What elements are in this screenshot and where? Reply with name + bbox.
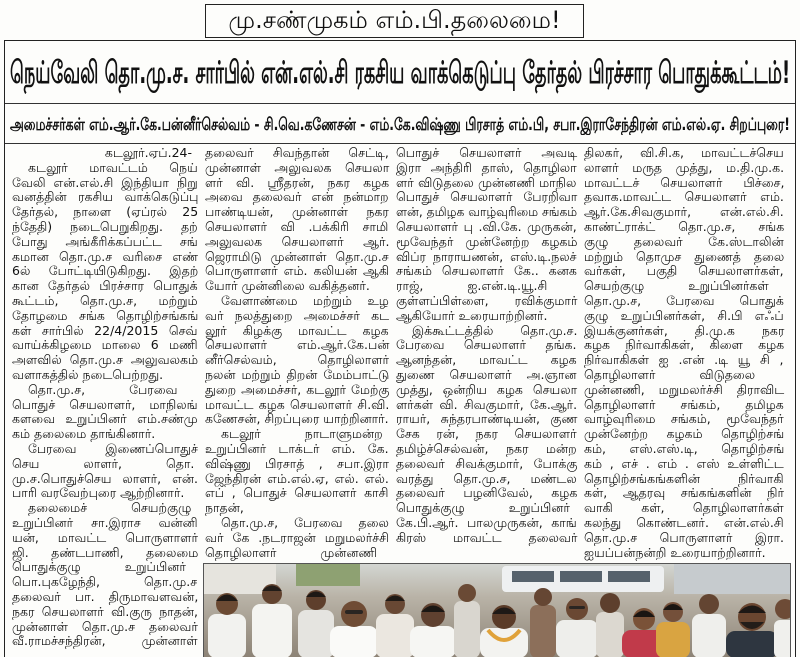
article-line — [396, 368, 577, 383]
article-line — [396, 176, 577, 191]
article-line-text: வரத்து தொ.மு.ச, மண்டல — [396, 470, 577, 486]
article-line-text: ஜி. தண்டபாணி, தலைமை — [12, 544, 199, 560]
article-line-text: களவை உறுப்பினர் எம்.சண்மு — [12, 411, 198, 427]
article-line — [12, 220, 198, 235]
article-line — [396, 190, 577, 205]
article-line-text: மாவட்டச் செயலாளர் பிச்சை, — [584, 174, 785, 190]
article-line — [584, 235, 784, 250]
article-line-text: மு.ச.பொதுச்செய லாளர், என். — [12, 470, 198, 486]
article-line — [12, 620, 198, 635]
article-line — [584, 220, 784, 235]
article-line — [396, 516, 577, 531]
article-line-text: மாவட்ட கழக செயலாளர் சி.வி. — [205, 396, 390, 412]
article-line-text: நகர செயலாளர் வி.குரு நாதன், — [12, 603, 198, 619]
article-line — [584, 546, 784, 561]
article-line — [584, 205, 784, 220]
article-line — [205, 176, 389, 191]
article-column-2 — [205, 146, 389, 561]
article-line — [396, 442, 577, 457]
article-line-text: வேளாண்மை மற்றும் உழ — [221, 292, 389, 308]
article-line — [12, 309, 198, 324]
article-line — [205, 190, 389, 205]
article-line — [584, 368, 784, 383]
article-line-text: கடலூர் நாடாளுமன்ற — [221, 426, 383, 442]
article-line — [205, 205, 389, 220]
article-line-text: ராஜ், ஐ.என்.டி.யூ.சி — [396, 278, 548, 294]
article-line-text: ளன், தமிழக வாழ்வுரிமை சங்கம் — [396, 204, 578, 220]
article-line-text: முன்னேற்ற கழகம் தொழிற்சங் — [584, 426, 785, 442]
article-line — [396, 324, 577, 339]
article-line-text: ஜேந்திரன் எம்.எல்.ஏ, எல். எல். — [205, 470, 389, 486]
article-line — [584, 486, 784, 501]
article-line — [12, 235, 198, 250]
article-line — [12, 294, 198, 309]
article-line-text: ஆனந்தன், மாவட்ட கழக — [396, 352, 577, 368]
kicker-box — [205, 4, 584, 38]
article-line-text: ளர்கள் வி. சிவகுமார், கே.ஆர். — [396, 396, 578, 412]
article-line-text: அளவில் தொ.மு.ச அலுவலகம் — [12, 352, 199, 368]
article-line — [205, 442, 389, 457]
article-line — [396, 353, 577, 368]
article-line-text: தமிழ்ச்செல்வன், நகர மன்ற — [396, 440, 577, 456]
article-line — [12, 472, 198, 487]
article-line-text: துணை செயலாளர் அ.ஞான — [396, 366, 577, 382]
article-line — [584, 264, 784, 279]
article-line — [205, 146, 389, 161]
article-line-text: கள், ஆதரவு சங்கங்களின் நிர் — [584, 485, 784, 501]
article-line-text: ஆர்.கே.சிவகுமார், என்.எல்.சி. — [584, 204, 784, 220]
article-line — [12, 457, 198, 472]
article-line-text: வீ.ராமச்சந்திரன், முன்னாள் — [12, 633, 198, 649]
article-line — [584, 146, 784, 161]
article-line — [584, 457, 784, 472]
article-line — [396, 412, 577, 427]
article-line-text: பொருளாளர் எம். கலியன் ஆகி — [205, 263, 390, 279]
article-line-text: கம், எஸ்.எஸ்.டி, தொழிற்சங் — [584, 440, 785, 456]
article-line-text: கான தேர்தல் பிரச்சார பொதுக் — [12, 278, 198, 294]
article-line-text: உறுப்பினர் டாக்டர் எம். கே. — [205, 440, 389, 456]
article-line — [396, 205, 577, 220]
article-line-text: லூர் கிழக்கு மாவட்ட கழக — [205, 322, 389, 338]
article-line — [12, 605, 198, 620]
article-line-text: குள்ளப்பிள்ளை, ரவிக்குமார் — [396, 292, 578, 308]
article-line — [396, 264, 577, 279]
article-line — [584, 516, 784, 531]
article-line-text: தொழிலாளர் முன்னணி — [205, 544, 378, 560]
article-line-text: பொதுக்குழு உறுப்பினர் — [12, 559, 186, 575]
event-photo-image — [204, 564, 791, 657]
article-column-4 — [584, 146, 784, 561]
article-line-text: 6ல் போட்டியிடுகிறது. இதற் — [12, 263, 199, 279]
article-line-text: தொழிற்சங்கங்களின் நிர்வாகி — [584, 470, 784, 486]
article-line-text: ளர் வி. ஸ்ரீதரன், நகர கழக — [205, 174, 390, 190]
article-line — [12, 546, 198, 561]
article-line — [205, 427, 389, 442]
article-line-text: ஜெராமிடு முன்னாள் தொ.மு.ச — [205, 248, 389, 264]
article-line — [584, 309, 784, 324]
article-line-text: குழு தலைவர் கே.ஸ்டாலின் — [584, 233, 784, 249]
article-line — [205, 250, 389, 265]
article-line — [12, 353, 198, 368]
article-line — [12, 324, 198, 339]
article-line — [584, 250, 784, 265]
article-line-text: கமான தொ.மு.ச வரிசை எண் — [12, 248, 199, 264]
article-line-text: தொ.மு.ச, பேரவை — [28, 381, 178, 397]
dateline — [12, 146, 198, 161]
article-line — [205, 531, 389, 546]
article-line — [12, 575, 198, 590]
article-line — [12, 161, 198, 176]
article-line-text: இரா அந்திரி தாஸ், தொழிலா — [396, 159, 577, 175]
article-line-text: கிரஸ் மாவட்ட தலைவர் — [396, 529, 578, 545]
article-line-text: நாதன், — [205, 500, 244, 516]
article-line-text: தலைவர் சிவந்தான் செட்டி, — [205, 145, 389, 160]
article-line-text: பொதுச் செயலாளர் பேரறிவா — [396, 189, 578, 205]
article-line-text: தலைமைச் செயற்குழு — [28, 500, 192, 516]
article-line-text: ராயர், சுந்தரபாண்டியன், குண — [396, 411, 578, 427]
article-line — [12, 338, 198, 353]
article-line-text: தலைவர் பா. திருமாவளவன், — [12, 588, 199, 604]
article-line — [396, 457, 577, 472]
article-line-text: தொ.மு.ச, பேரவை பொதுக் — [584, 292, 784, 308]
article-line — [205, 368, 389, 383]
article-line — [205, 264, 389, 279]
article-line — [396, 531, 577, 546]
article-line — [584, 161, 784, 176]
article-line-text: வாகி கள், தொழிலாளர்கள் — [584, 500, 784, 516]
article-line-text: வேலி என்.எல்.சி இந்தியா நிறு — [12, 174, 198, 190]
article-line — [12, 368, 198, 383]
article-line-text: பொதுச் செயலாளர் அவடி — [396, 145, 578, 160]
article-line-text: மற்றும் தொமுச துணைத் தலை — [584, 248, 785, 264]
article-line-text: கம் , எச் . எம் . எஸ் உள்ளிட்ட — [584, 455, 784, 471]
article-line — [205, 324, 389, 339]
article-line-text: தொழிலாளர் விடுதலை — [584, 366, 756, 382]
article-line-text: தொழிலாளர் சங்கம், தமிழக — [584, 396, 784, 412]
article-line-text: யன், மாவட்ட பொருளாளர் — [12, 529, 198, 545]
article-line — [396, 338, 577, 353]
article-line-text: போது அங்கீரிக்கப்பட்ட சங் — [12, 233, 198, 249]
article-line-text: பாண்டியன், முன்னாள் நகர — [205, 204, 389, 220]
person-figure — [596, 593, 624, 657]
article-line — [12, 560, 198, 575]
article-line — [12, 250, 198, 265]
article-line — [12, 205, 198, 220]
article-line — [396, 309, 577, 324]
subheadline-text: அமைச்சர்கள் எம்.ஆர்.கே.பன்னீர்செல்வம் - சி.வெ.கணேசன் - எம்.கே.விஷ்ணு பிரசாத் எம்.பி, சபா.இராசேந்திரன் எம்.எல்.ஏ. சிறப்புரை! — [10, 115, 790, 135]
article-line — [205, 161, 389, 176]
article-line — [205, 398, 389, 413]
article-line-text: பொதுச் செயலாளர், மாநிலங் — [12, 396, 198, 412]
article-line — [205, 353, 389, 368]
article-line — [584, 176, 784, 191]
article-line-text: திலகர், வி.சி.க, மாவட்டச்செய — [584, 145, 784, 160]
article-line — [584, 531, 784, 546]
article-line-text: ஆகியோர் உரையாற்றினர். — [396, 307, 548, 323]
article-line — [584, 501, 784, 516]
article-line — [205, 279, 389, 294]
article-line — [396, 294, 577, 309]
article-line-text: பொ.புகழேந்தி, தொ.மு.ச — [12, 574, 198, 590]
kicker-text: மு.சண்முகம் எம்.பி.தலைமை! — [228, 6, 561, 34]
article-line-text: செயலாளர் எம்.ஆர்.கே.பன் — [205, 337, 390, 353]
article-line — [205, 412, 389, 427]
article-line-text: தேர்தல், நாளை (ஏப்ரல் 25 — [12, 204, 199, 220]
article-line — [396, 427, 577, 442]
article-line-text: துறை அமைச்சர், கடலூர் மேற்கு — [205, 381, 390, 397]
article-line — [205, 338, 389, 353]
article-line — [205, 294, 389, 309]
article-line — [205, 383, 389, 398]
article-line-text: கழக நிர்வாகிகள், கிளை கழக — [584, 337, 785, 353]
article-line-text: கம் தலைமை தாங்கினார். — [12, 426, 156, 442]
article-line — [12, 190, 198, 205]
article-line — [12, 501, 198, 516]
article-line-text: பேரவை இணைப்பொதுச் — [28, 440, 198, 456]
article-line — [396, 279, 577, 294]
article-line — [205, 516, 389, 531]
article-line — [584, 383, 784, 398]
subheadline — [10, 109, 790, 141]
article-line-text: கலந்து கொண்டனர். என்.எல்.சி — [584, 514, 784, 530]
article-line-text: தோழமை சங்க தொழிற்சங்கங் — [12, 307, 199, 323]
article-line-text: ளர் விடுதலை முன்னணி மாநில — [396, 174, 577, 190]
article-line-text: வாழ்வுரிமை சங்கம், மூவேந்தர் — [584, 411, 784, 427]
article-line — [396, 146, 577, 161]
article-line — [584, 472, 784, 487]
article-line-text: சேக ரன், நகர செயலாளர் — [396, 426, 577, 442]
article-line-text: கள் சார்பில் 22/4/2015 செவ் — [12, 322, 198, 338]
article-line-text: விஷ்ணு பிரசாத் , சபா.இரா — [205, 455, 389, 471]
article-line-text: அலுவலக செயலாளர் ஆர். — [205, 233, 390, 249]
article-line — [396, 220, 577, 235]
article-column-1 — [12, 146, 198, 656]
article-line — [584, 324, 784, 339]
article-line — [205, 546, 389, 561]
article-line — [205, 235, 389, 250]
article-line — [584, 279, 784, 294]
article-line — [396, 161, 577, 176]
article-line — [396, 398, 577, 413]
article-line — [12, 531, 198, 546]
article-line-text: கே.பி.ஆர். பாலமுருகன், காங் — [396, 514, 577, 530]
article-line-text: யோர் முன்னிலை வகித்தனர். — [205, 278, 370, 294]
article-line-text: இக்கூட்டத்தில் தொ.மு.ச. — [412, 322, 578, 338]
article-line-text: வர் நலத்துறை அமைச்சர் கட — [205, 307, 390, 323]
article-line-text: செய லாளர், தொ. — [12, 455, 195, 471]
article-line — [205, 472, 389, 487]
article-line-text: தவாக.மாவட்ட செயலாளர் எம். — [584, 189, 784, 205]
article-line — [584, 294, 784, 309]
article-line-text: கூட்டம், தொ.மு.ச, மற்றும் — [12, 292, 198, 308]
event-photo — [203, 563, 791, 657]
article-line — [12, 398, 198, 413]
article-line — [12, 383, 198, 398]
article-line-text: முத்து, ஒன்றிய கழக செயலா — [396, 381, 578, 397]
article-line-text: தலைவர் சிவக்குமார், போக்கு — [396, 455, 578, 471]
article-line — [584, 353, 784, 368]
article-line — [584, 442, 784, 457]
article-line — [584, 190, 784, 205]
article-column-3 — [396, 146, 577, 561]
article-line-text: தொ.மு.ச பொருளாளர் இரா. — [584, 529, 784, 545]
article-line — [12, 176, 198, 191]
article-line-text: செயலாளர் பு .வி.கே. முருகன், — [396, 218, 577, 234]
article-line-text: இயக்குனர்கள், தி.மு.க நகர — [584, 322, 785, 338]
headline — [10, 46, 790, 100]
article-line — [12, 590, 198, 605]
article-line — [12, 516, 198, 531]
article-line — [396, 486, 577, 501]
article-line — [584, 412, 784, 427]
article-line-text: தலைவர் பழனிவேல், கழக — [396, 485, 578, 501]
article-line-text: கடலூர் மாவட்டம் நெய் — [28, 159, 198, 175]
person-figure — [774, 599, 791, 657]
article-line-text: கணேசன், சிறப்புரை யாற்றினார். — [205, 411, 389, 427]
article-line-text: ந்தேதி) நடைபெறுகிறது. தற் — [12, 218, 198, 234]
article-line-text: சங்கம் செயலாளர் கே.. கனக — [396, 263, 577, 279]
article-line-text: நலன் மற்றும் திறன் மேம்பாட்டு — [205, 366, 390, 382]
headline-rule — [5, 103, 795, 104]
article-line-text: பேரவை செயலாளர் தங்க. — [396, 337, 577, 353]
article-line — [12, 264, 198, 279]
article-line-text: வாய்க்கிழமை மாலை 6 மணி — [12, 337, 198, 353]
headline-text: நெய்வேலி தொ.மு.ச. சார்பில் என்.எல்.சி ரகசிய வாக்கெடுப்பு தேர்தல் பிரச்சார பொதுக்கூட்டம்! — [10, 55, 791, 91]
article-line — [396, 501, 577, 516]
article-line-text: உறுப்பினர் சா.இராச வன்னி — [12, 514, 198, 530]
article-line — [12, 442, 198, 457]
article-line — [396, 383, 577, 398]
article-line-text: முன்னாள் தொ.மு.ச தலைவர் — [12, 618, 198, 634]
article-line-text: வனத்தின் ரகசிய வாக்கெடுப்பு — [12, 189, 199, 205]
article-line-text: வர்கள், பகுதி செயலாளர்கள், — [584, 263, 784, 279]
article-line-text: வர் கே .நடராஜன் மறுமலர்ச்சி — [205, 529, 389, 545]
article-line — [205, 501, 389, 516]
article-line-text: செயற்குழு உறுப்பினர்கள் — [584, 278, 769, 294]
article-line-text: தொ.மு.ச, பேரவை தலை — [221, 514, 389, 530]
article-line — [396, 235, 577, 250]
article-line-text: பொதுக்குழு உறுப்பினர் — [396, 500, 570, 516]
article-line — [396, 250, 577, 265]
article-line — [12, 634, 198, 649]
article-line — [205, 309, 389, 324]
article-line-text: விப்ர நாராயணன், எஸ்.டி.நலச் — [396, 248, 577, 264]
article-line-text: எப் , பொதுச் செயலாளர் காசி — [205, 485, 389, 501]
article-line — [396, 472, 577, 487]
article-line-text: முன்னணி, மறுமலர்ச்சி திராவிட — [584, 381, 785, 397]
article-line — [584, 338, 784, 353]
article-line — [205, 457, 389, 472]
article-line-text: மூவேந்தர் முன்னேற்ற கழகம் — [396, 233, 578, 249]
subheadline-rule — [5, 143, 795, 144]
article-line-text: பாரி வரவேற்புரை ஆற்றினார். — [12, 485, 185, 501]
article-line — [205, 220, 389, 235]
article-line — [205, 486, 389, 501]
article-line-text: அவை தலைவர் என் நன்மாற — [205, 189, 389, 205]
article-line-text: செயலாளர் வி .பக்கிரி சாமி — [205, 218, 389, 234]
article-line — [12, 427, 198, 442]
dateline-text: கடலூர்.ஏப்.24- — [104, 145, 192, 160]
article-line — [12, 279, 198, 294]
article-line — [12, 412, 198, 427]
article-line — [584, 398, 784, 413]
article-line-text: முன்னாள் அலுவலக செயலா — [205, 159, 390, 175]
article-line-text: நிர்வாகிகள் ஐ .என் .டி யூ சி , — [584, 352, 784, 368]
article-line-text: வளாகத்தில் நடைபெற்றது. — [12, 366, 164, 382]
article-line — [584, 427, 784, 442]
article-line — [12, 486, 198, 501]
article-line-text: லாளர் மருத முத்து, ம.தி.மு.க. — [584, 159, 785, 175]
article-line-text: குழு உறுப்பினர்கள், சி.பி எஃப் — [584, 307, 784, 323]
article-line-text: காண்ட்ராக்ட் தொ.மு.ச, சங்க — [584, 218, 785, 234]
article-line-text: ஐயப்பன்நன்றி உரையாற்றினார். — [584, 544, 766, 560]
article-line-text: னீர்செல்வம், தொழிலாளர் — [205, 352, 390, 368]
